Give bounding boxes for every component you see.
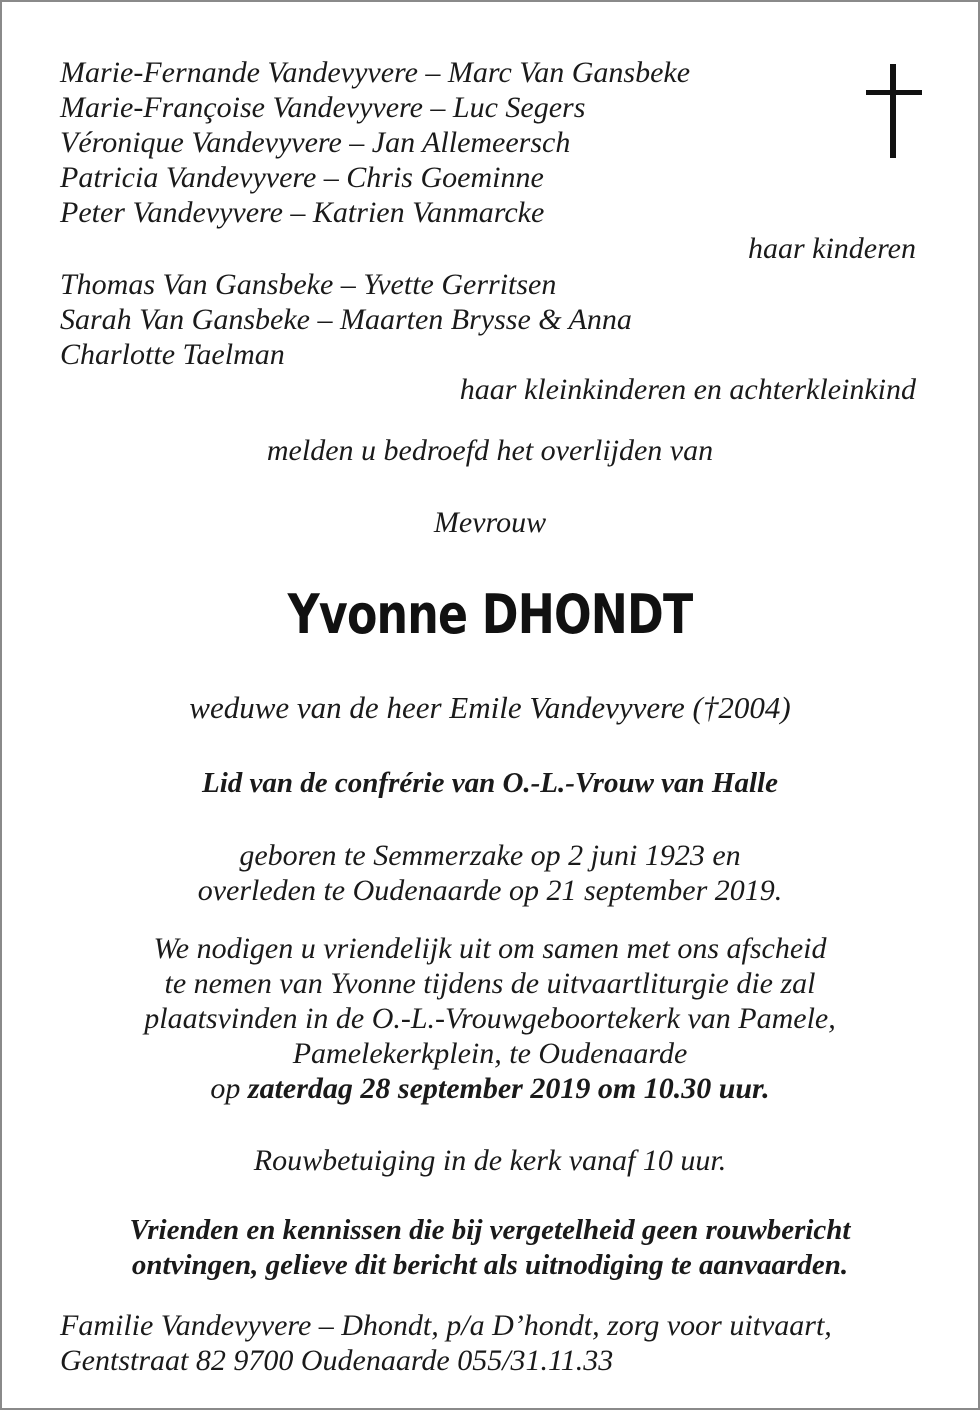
- grandchild-line: Thomas Van Gansbeke – Yvette Gerritsen: [60, 268, 557, 301]
- grandchild-line: Sarah Van Gansbeke – Maarten Brysse & Anna: [60, 303, 632, 336]
- membership-text: Lid van de confrérie van O.-L.-Vrouw van Halle: [202, 767, 778, 799]
- widow-of-text: weduwe van de heer Emile Vandevyvere (†2004): [189, 690, 791, 725]
- service-date: [0, 1071, 980, 1106]
- invitation-line: plaatsvinden in de O.-L.-Vrouwgeboortekerk van Pamele,: [144, 1002, 836, 1035]
- title-text: Mevrouw: [433, 506, 547, 539]
- condolence-text: Rouwbetuiging in de kerk vanaf 10 uur.: [253, 1144, 727, 1177]
- child-line: Patricia Vandevyvere – Chris Goeminne: [60, 161, 544, 194]
- died-text: overleden te Oudenaarde op 21 september 2019.: [197, 874, 783, 907]
- child-line: Marie-Fernande Vandevyvere – Marc Van Gansbeke: [60, 56, 691, 89]
- grandchildren-label: haar kleinkinderen en achterkleinkind: [459, 373, 916, 406]
- contact-line: Gentstraat 82 9700 Oudenaarde 055/31.11.33: [60, 1344, 614, 1377]
- invitation-line: te nemen van Yvonne tijdens de uitvaartliturgie die zal: [164, 967, 816, 1000]
- child-line: Peter Vandevyvere – Katrien Vanmarcke: [60, 196, 545, 229]
- announce-text: melden u bedroefd het overlijden van: [266, 434, 714, 467]
- child-line: Marie-Françoise Vandevyvere – Luc Segers: [60, 91, 586, 124]
- invitation-line: Pamelekerkplein, te Oudenaarde: [292, 1037, 688, 1070]
- children-label: haar kinderen: [747, 232, 916, 265]
- cross-icon: [866, 64, 922, 158]
- grandchild-line: Charlotte Taelman: [60, 338, 285, 371]
- deceased-name: Yvonne DHONDT: [287, 583, 693, 646]
- service-date-value: zaterdag 28 september 2019 om 10.30 uur.: [247, 1072, 770, 1105]
- friends-note-line: Vrienden en kennissen die bij vergetelheid geen rouwbericht: [129, 1214, 851, 1246]
- invitation-line: We nodigen u vriendelijk uit om samen met ons afscheid: [153, 932, 827, 965]
- contact-line: Familie Vandevyvere – Dhondt, p/a D’hondt, zorg voor uitvaart,: [60, 1309, 832, 1342]
- child-line: Véronique Vandevyvere – Jan Allemeersch: [60, 126, 571, 159]
- born-text: geboren te Semmerzake op 2 juni 1923 en: [239, 839, 741, 872]
- service-date-prefix: op: [210, 1072, 248, 1105]
- friends-note-line: ontvingen, gelieve dit bericht als uitnodiging te aanvaarden.: [131, 1249, 849, 1281]
